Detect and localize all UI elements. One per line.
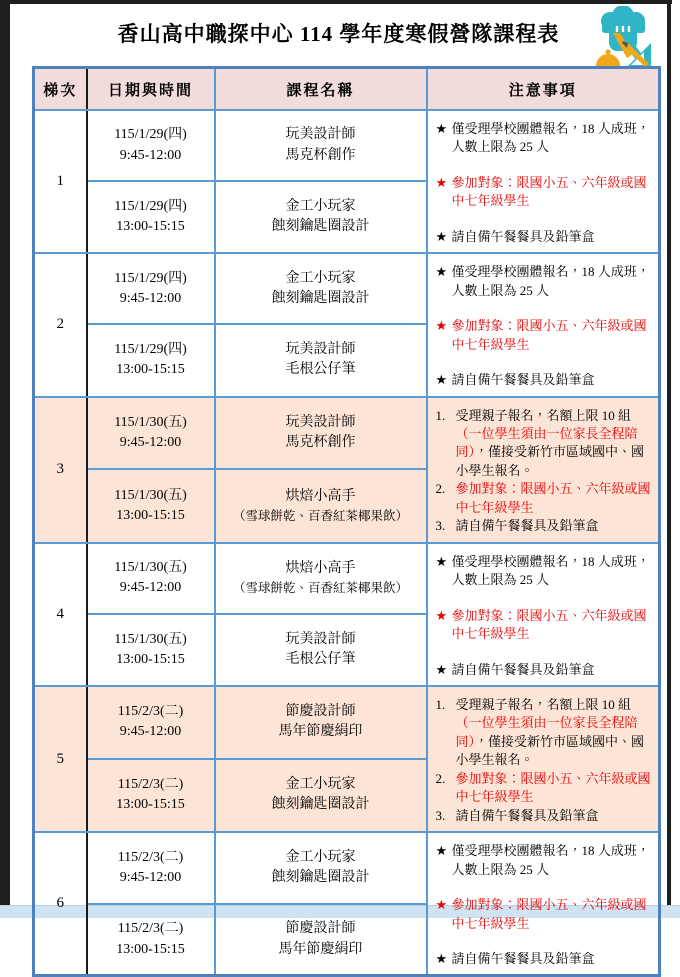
session-number: 1 bbox=[34, 110, 87, 253]
session-number: 3 bbox=[34, 397, 87, 543]
course-name: 玩美設計師 bbox=[285, 342, 356, 358]
note-segment: 受理親子報名，名額上限 10 組 bbox=[455, 696, 632, 712]
table-row bbox=[34, 686, 660, 759]
star-icon: ★ bbox=[435, 553, 448, 569]
header-course: 課程名稱 bbox=[215, 68, 427, 111]
note-text: 請自備午餐餐具及鉛筆盒 bbox=[455, 518, 599, 534]
session-number: 5 bbox=[34, 686, 87, 832]
slot-datetime bbox=[87, 397, 215, 470]
note-text: 僅受理學校團體報名，18 人成班，人數上限為 25 人 bbox=[451, 264, 650, 298]
slot-datetime bbox=[87, 324, 215, 396]
table-row bbox=[34, 832, 660, 904]
document-page bbox=[10, 4, 667, 966]
note-segment: 受理親子報名，名額上限 10 組 bbox=[455, 407, 632, 423]
note-text: 參加對象：限國小五、六年級或國中七年級學生 bbox=[451, 607, 647, 642]
note-number: 1. bbox=[435, 407, 446, 423]
notes-cell bbox=[427, 832, 660, 976]
course-detail: 馬克杯創作 bbox=[285, 147, 356, 163]
note-item bbox=[436, 950, 652, 968]
header-datetime: 日期與時間 bbox=[87, 68, 215, 111]
table-row bbox=[34, 110, 660, 181]
course-name: 金工小玩家 bbox=[285, 849, 356, 865]
notes-cell bbox=[427, 397, 660, 543]
note-text: 參加對象：限國小五、六年級或國中七年級學生 bbox=[451, 318, 647, 352]
note-item bbox=[436, 120, 652, 157]
course-detail: 蝕刻鑰匙圈設計 bbox=[271, 797, 370, 813]
course-detail: 蝕刻鑰匙圈設計 bbox=[271, 290, 370, 306]
course-detail: （雪球餅乾、百香紅茶椰果飲） bbox=[232, 581, 408, 596]
slot-date: 115/1/30(五) bbox=[114, 559, 187, 575]
slot-datetime bbox=[87, 110, 215, 181]
slot-date: 115/1/30(五) bbox=[114, 631, 187, 647]
star-icon: ★ bbox=[435, 950, 448, 966]
slot-course bbox=[215, 543, 427, 614]
slot-datetime bbox=[87, 759, 215, 833]
note-segment: ，僅接受新竹市區域國中、國小學生報名。 bbox=[455, 444, 645, 478]
note-segment: （一位學生須由一位家長全程陪同） bbox=[455, 425, 638, 460]
course-detail: 蝕刻鑰匙圈設計 bbox=[271, 870, 370, 886]
slot-datetime bbox=[87, 253, 215, 324]
note-item bbox=[436, 807, 652, 825]
course-name: 節慶設計師 bbox=[285, 703, 356, 719]
note-item bbox=[436, 661, 652, 679]
note-item bbox=[436, 228, 652, 246]
star-icon: ★ bbox=[435, 661, 448, 677]
slot-course bbox=[215, 324, 427, 396]
notes-cell bbox=[427, 253, 660, 396]
slot-date: 115/2/3(二) bbox=[117, 777, 184, 793]
note-segment: ，僅接受新竹市區域國中、國小學生報名。 bbox=[455, 733, 645, 768]
slot-time: 13:00-15:15 bbox=[116, 362, 185, 378]
course-name: 金工小玩家 bbox=[285, 198, 356, 214]
course-name: 烘焙小高手 bbox=[285, 488, 356, 504]
slot-datetime bbox=[87, 614, 215, 686]
note-text: 請自備午餐餐具及鉛筆盒 bbox=[451, 661, 595, 677]
slot-datetime bbox=[87, 469, 215, 543]
note-item bbox=[436, 480, 652, 517]
slot-course bbox=[215, 614, 427, 686]
slot-course bbox=[215, 110, 427, 181]
slot-course bbox=[215, 759, 427, 833]
note-item bbox=[436, 174, 652, 211]
slot-time: 9:45-12:00 bbox=[119, 870, 182, 886]
table-row bbox=[34, 253, 660, 324]
note-number: 3. bbox=[435, 807, 446, 823]
slot-time: 9:45-12:00 bbox=[119, 290, 182, 306]
course-detail: 毛根公仔筆 bbox=[285, 651, 356, 667]
note-item bbox=[436, 696, 652, 770]
slot-course bbox=[215, 686, 427, 759]
slot-time: 13:00-15:15 bbox=[116, 507, 185, 523]
course-name: 玩美設計師 bbox=[285, 127, 356, 143]
star-icon: ★ bbox=[435, 607, 448, 623]
slot-datetime bbox=[87, 904, 215, 976]
slot-date: 115/1/29(四) bbox=[114, 198, 187, 214]
course-detail: 馬克杯創作 bbox=[285, 434, 356, 450]
note-item bbox=[436, 607, 652, 644]
note-item bbox=[436, 517, 652, 535]
slot-datetime bbox=[87, 181, 215, 253]
note-text: 參加對象：限國小五、六年級或國中七年級學生 bbox=[451, 897, 647, 931]
note-item bbox=[436, 371, 652, 389]
slot-time: 13:00-15:15 bbox=[116, 219, 185, 235]
course-name: 金工小玩家 bbox=[285, 777, 356, 793]
star-icon: ★ bbox=[435, 318, 448, 334]
note-item bbox=[436, 317, 652, 354]
session-number: 2 bbox=[34, 253, 87, 396]
table-row bbox=[34, 543, 660, 614]
slot-datetime bbox=[87, 686, 215, 759]
session-number: 4 bbox=[34, 543, 87, 686]
slot-date: 115/1/30(五) bbox=[114, 414, 187, 430]
slot-date: 115/2/3(二) bbox=[117, 703, 184, 719]
slot-course bbox=[215, 832, 427, 904]
note-text bbox=[456, 696, 652, 770]
course-detail: 毛根公仔筆 bbox=[285, 362, 356, 378]
slot-time: 13:00-15:15 bbox=[116, 797, 185, 813]
slot-course bbox=[215, 469, 427, 543]
star-icon: ★ bbox=[435, 228, 448, 244]
slot-date: 115/2/3(二) bbox=[117, 849, 184, 865]
note-segment: （一位學生須由一位家長全程陪同） bbox=[455, 715, 638, 749]
course-detail: （雪球餅乾、百香紅茶椰果飲） bbox=[232, 508, 408, 523]
slot-course bbox=[215, 904, 427, 976]
slot-time: 13:00-15:15 bbox=[116, 651, 185, 667]
note-number: 1. bbox=[435, 696, 446, 712]
header-notes: 注意事項 bbox=[427, 68, 660, 111]
slot-date: 115/1/29(四) bbox=[114, 127, 187, 143]
course-name: 金工小玩家 bbox=[285, 270, 356, 286]
slot-time: 9:45-12:00 bbox=[119, 724, 182, 740]
slot-date: 115/1/29(四) bbox=[114, 270, 187, 286]
slot-date: 115/1/30(五) bbox=[114, 487, 187, 503]
course-name: 玩美設計師 bbox=[285, 414, 356, 430]
notes-cell bbox=[427, 543, 660, 686]
note-number: 3. bbox=[435, 518, 446, 534]
note-text: 參加對象：限國小五、六年級或國中七年級學生 bbox=[455, 770, 651, 805]
course-detail: 馬年節慶絹印 bbox=[278, 941, 363, 957]
star-icon: ★ bbox=[435, 897, 448, 913]
course-name: 節慶設計師 bbox=[285, 921, 356, 937]
course-detail: 馬年節慶絹印 bbox=[278, 724, 363, 740]
note-text: 參加對象：限國小五、六年級或國中七年級學生 bbox=[451, 174, 647, 209]
note-item bbox=[436, 553, 652, 590]
session-number: 6 bbox=[34, 832, 87, 976]
note-item bbox=[436, 842, 652, 879]
slot-time: 13:00-15:15 bbox=[116, 941, 185, 957]
course-schedule-table bbox=[32, 66, 661, 977]
note-text: 僅受理學校團體報名，18 人成班，人數上限為 25 人 bbox=[451, 843, 650, 877]
slot-datetime bbox=[87, 832, 215, 904]
note-text: 僅受理學校團體報名，18 人成班，人數上限為 25 人 bbox=[451, 121, 650, 155]
course-name: 烘焙小高手 bbox=[285, 561, 356, 577]
star-icon: ★ bbox=[435, 372, 448, 388]
note-text: 請自備午餐餐具及鉛筆盒 bbox=[451, 950, 595, 966]
slot-time: 9:45-12:00 bbox=[119, 434, 182, 450]
slot-date: 115/2/3(二) bbox=[117, 921, 184, 937]
viewer-edge-left bbox=[0, 0, 10, 905]
table-row bbox=[34, 397, 660, 470]
note-text: 僅受理學校團體報名，18 人成班，人數上限為 25 人 bbox=[451, 553, 650, 588]
viewer-edge-right bbox=[667, 0, 671, 905]
note-text bbox=[456, 407, 652, 481]
star-icon: ★ bbox=[435, 843, 448, 859]
header-session: 梯次 bbox=[34, 68, 87, 111]
slot-datetime bbox=[87, 543, 215, 614]
note-text: 參加對象：限國小五、六年級或國中七年級學生 bbox=[455, 481, 651, 515]
slot-time: 9:45-12:00 bbox=[119, 580, 182, 596]
note-item bbox=[436, 896, 652, 933]
slot-time: 9:45-12:00 bbox=[119, 147, 182, 163]
note-text: 請自備午餐餐具及鉛筆盒 bbox=[451, 228, 595, 244]
note-number: 2. bbox=[435, 481, 446, 497]
star-icon: ★ bbox=[435, 121, 448, 136]
slot-course bbox=[215, 181, 427, 253]
page-title: 香山高中職探中心 114 學年度寒假營隊課程表 bbox=[117, 22, 560, 46]
notes-cell bbox=[427, 110, 660, 253]
note-text: 請自備午餐餐具及鉛筆盒 bbox=[451, 372, 595, 388]
slot-date: 115/1/29(四) bbox=[114, 342, 187, 358]
note-item bbox=[436, 770, 652, 807]
notes-cell bbox=[427, 686, 660, 832]
slot-course bbox=[215, 397, 427, 470]
course-detail: 蝕刻鑰匙圈設計 bbox=[271, 219, 370, 235]
note-number: 2. bbox=[435, 770, 446, 786]
course-name: 玩美設計師 bbox=[285, 631, 356, 647]
star-icon: ★ bbox=[435, 174, 448, 190]
note-item bbox=[436, 407, 652, 481]
note-item bbox=[436, 263, 652, 300]
note-text: 請自備午餐餐具及鉛筆盒 bbox=[455, 807, 599, 823]
slot-course bbox=[215, 253, 427, 324]
table-header-row bbox=[34, 68, 660, 111]
star-icon: ★ bbox=[435, 264, 448, 280]
